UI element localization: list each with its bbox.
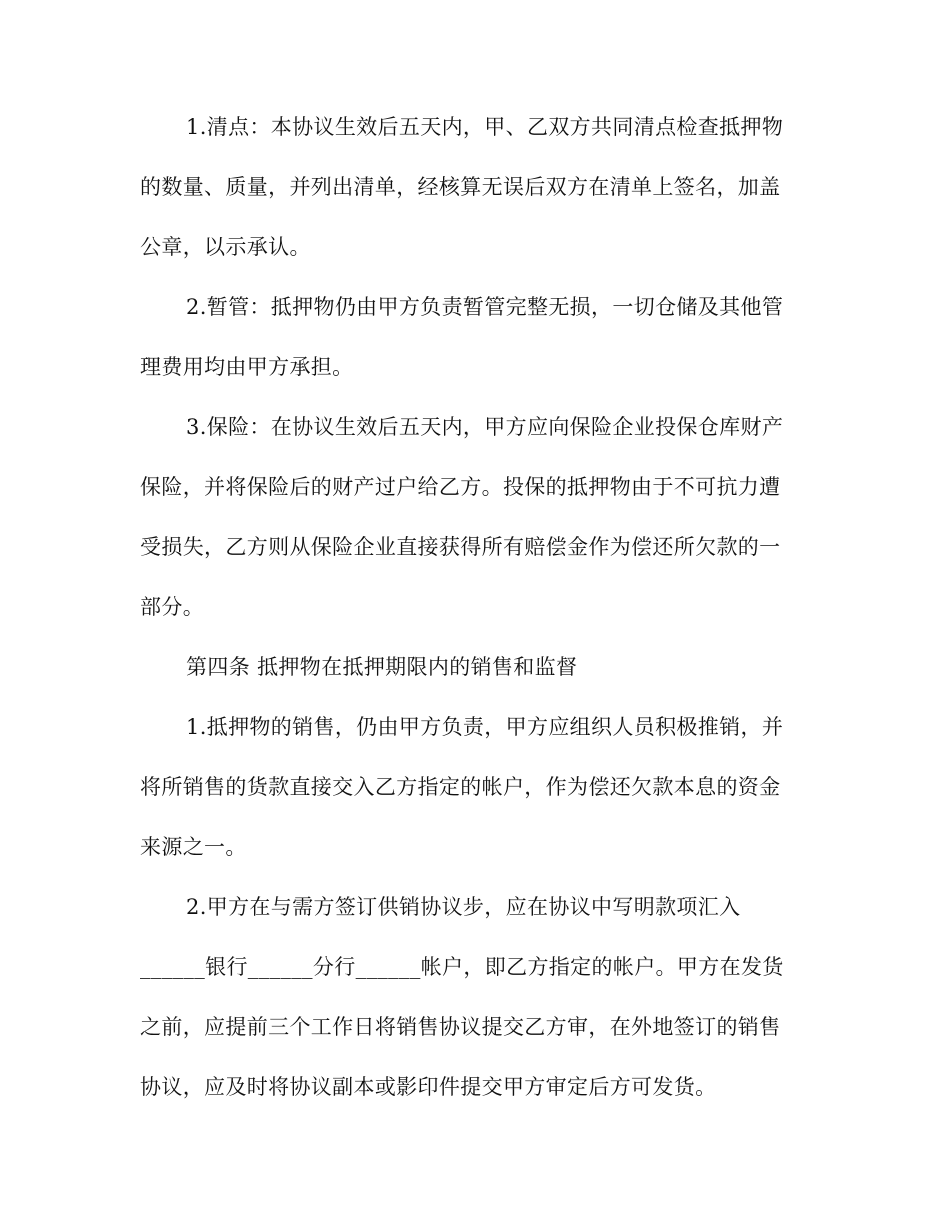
paragraph-line: 1.抵押物的销售，仍由甲方负责，甲方应组织人员积极推销，并	[186, 715, 784, 739]
paragraph-article-4-item-2	[140, 877, 800, 1117]
paragraph-line: 来源之一。	[140, 835, 247, 859]
paragraph-line: 保险，并将保险后的财产过户给乙方。投保的抵押物由于不可抗力遭	[140, 475, 781, 499]
paragraph-clause-3-insurance	[140, 397, 800, 637]
section-heading-article-4	[140, 637, 800, 697]
paragraph-line: ______银行______分行______帐户，即乙方指定的帐户。甲方在发货	[140, 955, 784, 979]
paragraph-article-4-item-1	[140, 697, 800, 877]
paragraph-line: 2.甲方在与需方签订供销协议步，应在协议中写明款项汇入	[186, 895, 741, 919]
paragraph-line: 将所销售的货款直接交入乙方指定的帐户，作为偿还欠款本息的资金	[140, 775, 781, 799]
paragraph-line: 的数量、质量，并列出清单，经核算无误后双方在清单上签名，加盖	[140, 175, 781, 199]
paragraph-clause-2-custody	[140, 277, 800, 397]
document-body	[140, 97, 800, 1117]
paragraph-line: 之前，应提前三个工作日将销售协议提交乙方审，在外地签订的销售	[140, 1015, 781, 1039]
paragraph-line: 理费用均由甲方承担。	[140, 355, 354, 379]
paragraph-line: 协议，应及时将协议副本或影印件提交甲方审定后方可发货。	[140, 1075, 717, 1099]
paragraph-line: 公章，以示承认。	[140, 235, 311, 259]
paragraph-line: 2.暂管：抵押物仍由甲方负责暂管完整无损，一切仓储及其他管	[186, 295, 784, 319]
paragraph-clause-1-inventory	[140, 97, 800, 277]
paragraph-line: 1.清点：本协议生效后五天内，甲、乙双方共同清点检查抵押物	[186, 115, 784, 139]
paragraph-line: 部分。	[140, 595, 205, 619]
paragraph-line: 3.保险：在协议生效后五天内，甲方应向保险企业投保仓库财产	[186, 415, 784, 439]
section-heading: 第四条 抵押物在抵押期限内的销售和监督	[186, 655, 578, 679]
paragraph-line: 受损失，乙方则从保险企业直接获得所有赔偿金作为偿还所欠款的一	[140, 535, 781, 559]
